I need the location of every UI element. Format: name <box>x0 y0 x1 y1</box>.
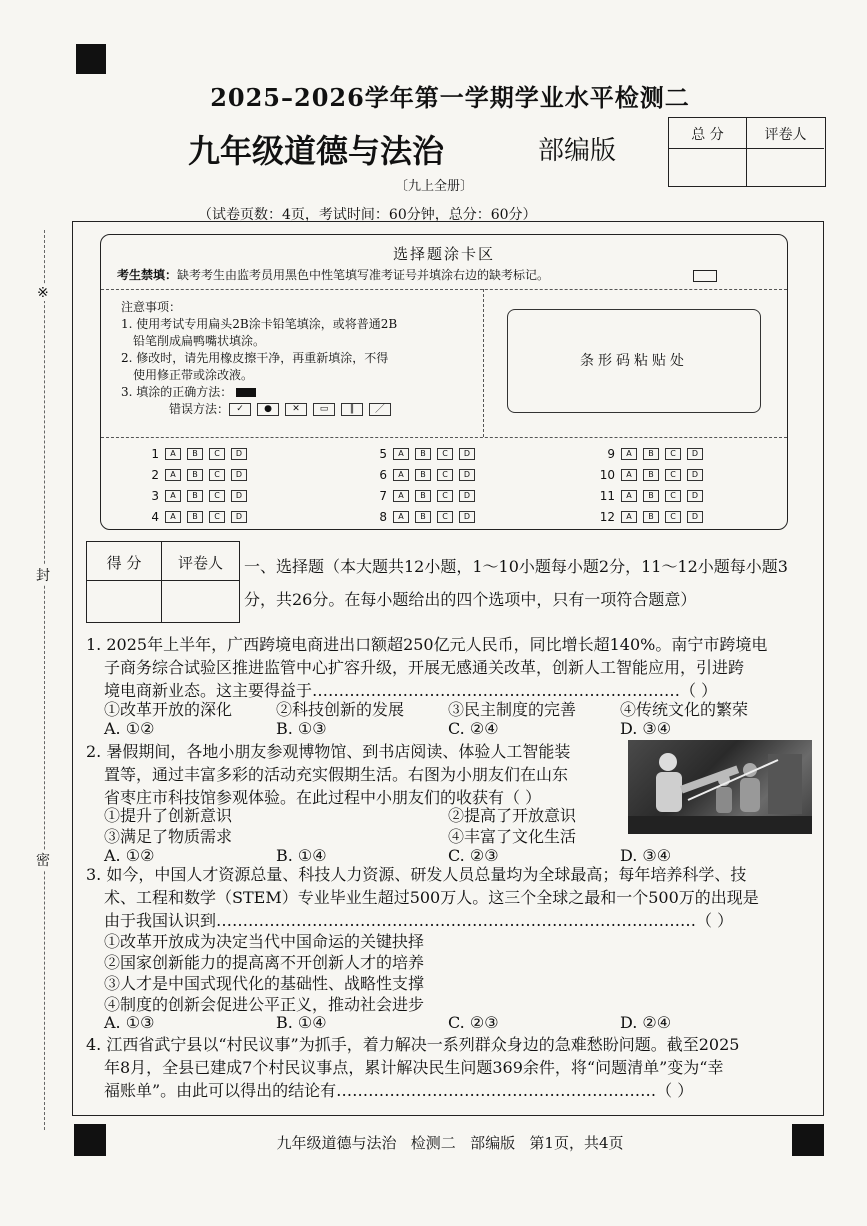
answer-bubble-3-d[interactable]: D <box>231 490 247 502</box>
q3-option-c[interactable]: C. ②③ <box>448 1013 499 1032</box>
wrong-partial-icon: ▭ <box>313 403 335 416</box>
note-4: 错误方法： <box>169 402 230 416</box>
forbidden-text: 缺考考生由监考员用黑色中性笔填写准考证号并填涂右边的缺考标记。 <box>177 268 550 282</box>
wrong-bars-icon: ‖ <box>341 403 363 416</box>
grader-label: 评卷人 <box>764 127 807 143</box>
q4-line1: 4. 江西省武宁县以“村民议事”为抓手，着力解决一系列群众身边的急难愁盼问题。截至2025 <box>86 1035 740 1054</box>
exam-title: 2025–2026学年第一学期学业水平检测二 <box>210 83 690 112</box>
q2-option-b[interactable]: B. ①④ <box>276 846 327 865</box>
answer-row-9 <box>597 447 709 461</box>
question-number: 10 <box>599 468 615 482</box>
answer-bubble-7-c[interactable]: C <box>437 490 453 502</box>
corner-mark-bottom-right <box>792 1124 824 1156</box>
answer-bubble-3-a[interactable]: A <box>165 490 181 502</box>
answer-bubble-2-a[interactable]: A <box>165 469 181 481</box>
section1-score-cell[interactable] <box>89 583 159 621</box>
q2-line3: 省枣庄市科技馆参观体验。在此过程中小朋友们的收获有（ ） <box>104 788 542 807</box>
answer-row-8 <box>369 510 481 524</box>
answer-bubble-8-b[interactable]: B <box>415 511 431 523</box>
q2-statement-4: ④丰富了文化生活 <box>448 827 577 846</box>
answer-bubble-11-b[interactable]: B <box>643 490 659 502</box>
photo-figures-icon <box>628 740 812 834</box>
answer-bubble-11-a[interactable]: A <box>621 490 637 502</box>
q2-line2: 置等，通过丰富多彩的活动充实假期生活。右图为小朋友们在山东 <box>104 765 569 784</box>
answer-bubble-10-d[interactable]: D <box>687 469 703 481</box>
page-footer: 九年级道德与法治 检测二 部编版 第1页，共4页 <box>276 1134 624 1152</box>
question-number: 7 <box>379 489 387 503</box>
wrong-dot-icon: ● <box>257 403 279 416</box>
q3-statement-1: ①改革开放成为决定当代中国命运的关键抉择 <box>104 932 425 951</box>
answer-bubble-7-b[interactable]: B <box>415 490 431 502</box>
q1-statement-2: ②科技创新的发展 <box>276 700 405 719</box>
answer-bubble-4-b[interactable]: B <box>187 511 203 523</box>
q1-statement-1: ①改革开放的深化 <box>104 700 233 719</box>
q1-option-a[interactable]: A. ①② <box>104 719 155 738</box>
answer-card <box>100 234 788 530</box>
answer-bubble-6-d[interactable]: D <box>459 469 475 481</box>
q1-statement-4: ④传统文化的繁荣 <box>620 700 749 719</box>
q1-line2: 子商务综合试验区推进监管中心扩容升级，开展无感通关改革，创新人工智能应用，引进跨 <box>104 658 745 677</box>
notes-title: 注意事项： <box>121 300 182 314</box>
note-1: 1. 使用考试专用扁头2B涂卡铅笔填涂，或将普通2B <box>121 317 398 331</box>
q1-option-d[interactable]: D. ③④ <box>620 719 672 738</box>
answer-bubble-8-a[interactable]: A <box>393 511 409 523</box>
section1-grader-label: 评卷人 <box>177 554 223 572</box>
subject-title: 九年级道德与法治 <box>188 132 445 170</box>
answer-bubble-1-a[interactable]: A <box>165 448 181 460</box>
answer-row-12 <box>597 510 709 524</box>
answer-bubble-5-a[interactable]: A <box>393 448 409 460</box>
q3-option-b[interactable]: B. ①④ <box>276 1013 327 1032</box>
scope-label: 〔九上全册〕 <box>395 179 474 194</box>
answer-bubble-10-c[interactable]: C <box>665 469 681 481</box>
question-number: 5 <box>379 447 387 461</box>
question-number: 6 <box>379 468 387 482</box>
q1-line3: 境电商新业态。这主要得益于……………………………………………………………（ ） <box>104 681 718 700</box>
answer-bubble-11-d[interactable]: D <box>687 490 703 502</box>
q3-line3: 由于我国认识到………………………………………………………………………………（ ） <box>104 911 734 930</box>
answer-bubble-5-c[interactable]: C <box>437 448 453 460</box>
binding-mark-1: ※ <box>37 285 49 301</box>
answer-row-2 <box>141 468 253 482</box>
answer-bubble-2-d[interactable]: D <box>231 469 247 481</box>
q2-option-d[interactable]: D. ③④ <box>620 846 672 865</box>
answer-row-1 <box>141 447 253 461</box>
wrong-cross-icon: ✕ <box>285 403 307 416</box>
answer-row-5 <box>369 447 481 461</box>
answer-bubble-6-c[interactable]: C <box>437 469 453 481</box>
answer-row-10 <box>597 468 709 482</box>
q2-option-c[interactable]: C. ②③ <box>448 846 499 865</box>
question-number: 2 <box>151 468 159 482</box>
q3-statement-4: ④制度的创新会促进公平正义，推动社会进步 <box>104 995 425 1014</box>
answer-bubble-1-d[interactable]: D <box>231 448 247 460</box>
note-3: 3. 填涂的正确方法： <box>121 385 233 399</box>
question-number: 9 <box>607 447 615 461</box>
note-1b: 铅笔削成扁鸭嘴状填涂。 <box>133 334 266 348</box>
q3-option-a[interactable]: A. ①③ <box>104 1013 155 1032</box>
answer-bubble-4-c[interactable]: C <box>209 511 225 523</box>
total-score-cell[interactable] <box>671 151 743 185</box>
science-museum-photo <box>628 740 812 834</box>
corner-mark-top-left <box>76 44 106 74</box>
q2-statement-3: ③满足了物质需求 <box>104 827 233 846</box>
binding-mark-2: 封 <box>36 565 50 585</box>
answer-bubble-7-a[interactable]: A <box>393 490 409 502</box>
binding-line <box>44 230 45 1130</box>
answer-bubble-10-b[interactable]: B <box>643 469 659 481</box>
wrong-slash-icon: ／ <box>369 403 391 416</box>
q3-line1: 3. 如今，中国人才资源总量、科技人力资源、研发人员总量均为全球最高；每年培养科学、技 <box>86 865 747 884</box>
question-number: 3 <box>151 489 159 503</box>
q3-statement-3: ③人才是中国式现代化的基础性、战略性支撑 <box>104 974 425 993</box>
q3-statement-2: ②国家创新能力的提高离不开创新人才的培养 <box>104 953 425 972</box>
answer-bubble-4-d[interactable]: D <box>231 511 247 523</box>
answer-bubble-6-b[interactable]: B <box>415 469 431 481</box>
answer-bubble-4-a[interactable]: A <box>165 511 181 523</box>
answer-bubble-12-c[interactable]: C <box>665 511 681 523</box>
answer-row-7 <box>369 489 481 503</box>
answer-bubble-1-b[interactable]: B <box>187 448 203 460</box>
note-2b: 使用修正带或涂改液。 <box>133 368 254 382</box>
answer-bubble-9-a[interactable]: A <box>621 448 637 460</box>
question-number: 8 <box>379 510 387 524</box>
answer-bubble-9-d[interactable]: D <box>687 448 703 460</box>
section1-heading-line2: 分，共26分。在每小题给出的四个选项中，只有一项符合题意） <box>244 590 697 609</box>
answer-bubble-3-b[interactable]: B <box>187 490 203 502</box>
q1-statement-3: ③民主制度的完善 <box>448 700 577 719</box>
answer-bubble-12-a[interactable]: A <box>621 511 637 523</box>
exam-info: （试卷页数：4页，考试时间：60分钟，总分：60分） <box>198 207 537 223</box>
answer-bubble-9-c[interactable]: C <box>665 448 681 460</box>
answer-bubble-5-b[interactable]: B <box>415 448 431 460</box>
wrong-check-icon: ✓ <box>229 403 251 416</box>
answer-row-11 <box>597 489 709 503</box>
corner-mark-bottom-left <box>74 1124 106 1156</box>
q1-option-c[interactable]: C. ②④ <box>448 719 499 738</box>
answer-row-3 <box>141 489 253 503</box>
notes <box>121 299 397 418</box>
absent-mark-box[interactable] <box>693 270 717 282</box>
q2-option-a[interactable]: A. ①② <box>104 846 155 865</box>
question-number: 4 <box>151 510 159 524</box>
section1-heading-line1: 一、选择题（本大题共12小题，1～10小题每小题2分，11～12小题每小题3 <box>244 557 788 576</box>
q3-line2: 术、工程和数学（STEM）专业毕业生超过500万人。这三个全球之最和一个500万的出现是 <box>104 888 759 907</box>
answer-bubble-11-c[interactable]: C <box>665 490 681 502</box>
note-2: 2. 修改时，请先用橡皮擦干净，再重新填涂，不得 <box>121 351 389 365</box>
forbidden-label: 考生禁填： <box>117 268 178 282</box>
answer-bubble-12-d[interactable]: D <box>687 511 703 523</box>
correct-fill-example <box>236 388 256 397</box>
total-score-label: 总 分 <box>691 127 724 143</box>
section1-score-label: 得 分 <box>106 554 142 572</box>
question-number: 1 <box>151 447 159 461</box>
answer-bubble-8-d[interactable]: D <box>459 511 475 523</box>
question-number: 11 <box>599 489 615 503</box>
answer-bubble-10-a[interactable]: A <box>621 469 637 481</box>
answer-bubble-8-c[interactable]: C <box>437 511 453 523</box>
answer-bubble-9-b[interactable]: B <box>643 448 659 460</box>
barcode-area[interactable] <box>507 309 761 413</box>
question-number: 12 <box>599 510 615 524</box>
q2-statement-1: ①提升了创新意识 <box>104 806 233 825</box>
q1-line1: 1. 2025年上半年，广西跨境电商进出口额超250亿元人民币，同比增长超140%。南宁市跨境电 <box>86 635 768 654</box>
answer-row-6 <box>369 468 481 482</box>
section1-score-table <box>86 541 240 623</box>
q2-line1: 2. 暑假期间，各地小朋友参观博物馆、到书店阅读、体验人工智能装 <box>86 742 571 761</box>
answer-bubble-7-d[interactable]: D <box>459 490 475 502</box>
grader-cell[interactable] <box>749 151 821 185</box>
q2-statement-2: ②提高了开放意识 <box>448 806 577 825</box>
q4-line2: 年8月，全县已建成7个村民议事点，累计解决民生问题369余件，将“问题清单”变为“幸 <box>104 1058 724 1077</box>
answer-bubble-6-a[interactable]: A <box>393 469 409 481</box>
answer-row-4 <box>141 510 253 524</box>
edition-label: 部编版 <box>538 136 617 166</box>
barcode-label: 条形码粘贴处 <box>580 353 688 369</box>
q1-option-b[interactable]: B. ①③ <box>276 719 327 738</box>
answer-bubble-1-c[interactable]: C <box>209 448 225 460</box>
score-table <box>668 117 826 187</box>
answer-bubble-2-b[interactable]: B <box>187 469 203 481</box>
answer-bubble-12-b[interactable]: B <box>643 511 659 523</box>
section1-grader-cell[interactable] <box>164 583 237 621</box>
q3-option-d[interactable]: D. ②④ <box>620 1013 672 1032</box>
q4-line3: 福账单”。由此可以得出的结论有……………………………………………………（ ） <box>104 1081 694 1100</box>
answer-card-title: 选择题涂卡区 <box>392 245 495 263</box>
answer-bubble-3-c[interactable]: C <box>209 490 225 502</box>
answer-bubble-5-d[interactable]: D <box>459 448 475 460</box>
answer-bubble-2-c[interactable]: C <box>209 469 225 481</box>
binding-mark-3: 密 <box>36 850 50 870</box>
